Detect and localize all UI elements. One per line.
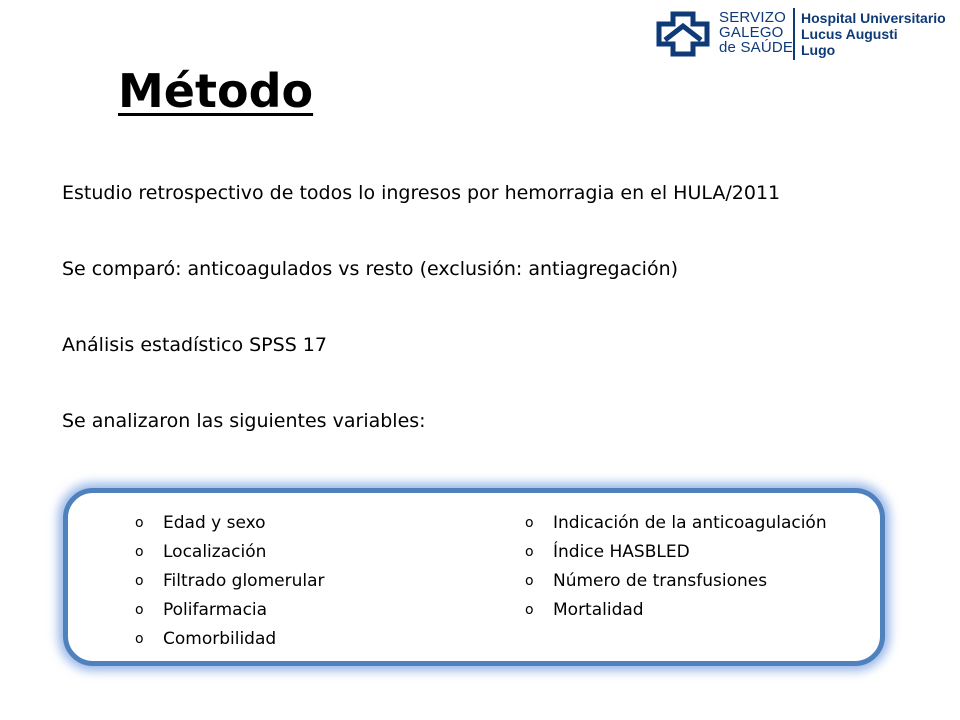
variable-item [523, 509, 827, 538]
body-line-variables-intro: Se analizaron las siguientes variables: [62, 410, 426, 432]
slide-title: Método [118, 64, 314, 118]
logo-org-line: de SAÚDE [719, 39, 794, 56]
bullet-icon: o [135, 515, 144, 531]
variables-list-left [133, 509, 324, 654]
variable-item [133, 625, 324, 654]
variable-label: Filtrado glomerular [163, 571, 325, 591]
body-line-comparison: Se comparó: anticoagulados vs resto (exclusión: antiagregación) [62, 258, 679, 280]
variable-item [133, 596, 324, 625]
variables-box [63, 488, 885, 666]
bullet-icon: o [135, 631, 144, 647]
variable-item [523, 538, 827, 567]
variable-item [133, 538, 324, 567]
variable-item [133, 567, 324, 596]
bullet-icon: o [525, 515, 534, 531]
variable-item [133, 509, 324, 538]
logo-divider [793, 8, 795, 60]
logo-hospital-text [801, 10, 946, 58]
variable-label: Número de transfusiones [553, 571, 768, 591]
logo-org-line: SERVIZO [719, 9, 786, 26]
bullet-icon: o [525, 544, 534, 560]
bullet-icon: o [135, 573, 144, 589]
variable-item [523, 567, 827, 596]
variable-label: Edad y sexo [163, 513, 266, 533]
logo-hospital-line: Lucus Augusti [801, 26, 898, 42]
bullet-icon: o [525, 602, 534, 618]
variable-item [523, 596, 827, 625]
bullet-icon: o [135, 544, 144, 560]
variable-label: Indicación de la anticoagulación [553, 513, 827, 533]
bullet-icon: o [135, 602, 144, 618]
body-line-analysis: Análisis estadístico SPSS 17 [62, 334, 327, 356]
logo-hospital-line: Hospital Universitario [801, 10, 946, 26]
variable-label: Localización [163, 542, 267, 562]
variable-label: Índice HASBLED [553, 542, 690, 562]
logo-organization-text [719, 10, 793, 55]
variable-label: Polifarmacia [163, 600, 268, 620]
logo-org-line: GALEGO [719, 24, 784, 41]
body-line-study: Estudio retrospectivo de todos lo ingresos por hemorragia en el HULA/2011 [62, 182, 781, 204]
bullet-icon: o [525, 573, 534, 589]
logo-hospital-line: Lugo [801, 42, 836, 58]
hospital-logo [655, 4, 955, 64]
variable-label: Comorbilidad [163, 629, 277, 649]
variables-list-right [523, 509, 827, 625]
variable-label: Mortalidad [553, 600, 644, 620]
sergas-cross-icon [655, 10, 711, 58]
